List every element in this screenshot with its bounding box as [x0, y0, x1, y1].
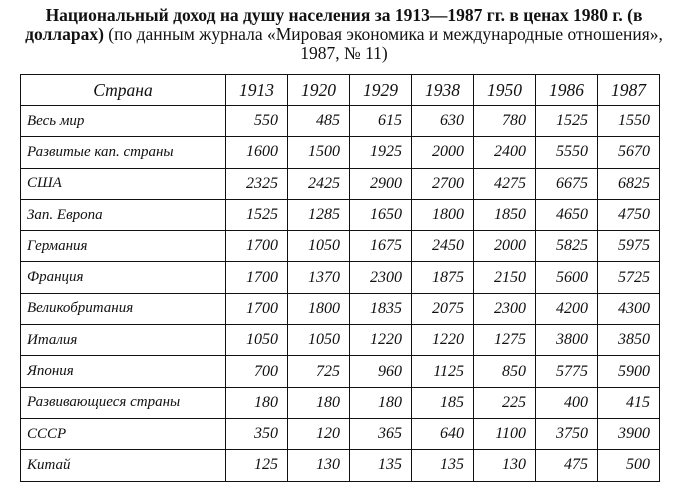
table-row	[21, 231, 660, 262]
value-cell: 725	[288, 356, 350, 387]
value-cell: 1525	[536, 106, 598, 137]
value-cell: 1600	[226, 137, 288, 168]
value-cell: 2700	[412, 168, 474, 199]
value-cell: 475	[536, 450, 598, 481]
value-cell: 3900	[598, 418, 660, 449]
value-cell: 1650	[350, 199, 412, 230]
country-cell: Германия	[21, 231, 226, 262]
value-cell: 130	[288, 450, 350, 481]
value-cell: 1700	[226, 293, 288, 324]
value-cell: 700	[226, 356, 288, 387]
value-cell: 3850	[598, 325, 660, 356]
value-cell: 2400	[474, 137, 536, 168]
value-cell: 6675	[536, 168, 598, 199]
value-cell: 3750	[536, 418, 598, 449]
value-cell: 630	[412, 106, 474, 137]
income-table	[20, 74, 660, 482]
value-cell: 485	[288, 106, 350, 137]
value-cell: 1700	[226, 231, 288, 262]
table-row	[21, 356, 660, 387]
header-year: 1929	[350, 75, 412, 106]
country-cell: Весь мир	[21, 106, 226, 137]
value-cell: 1835	[350, 293, 412, 324]
value-cell: 1800	[412, 199, 474, 230]
table-title	[14, 6, 674, 63]
value-cell: 1220	[412, 325, 474, 356]
value-cell: 1125	[412, 356, 474, 387]
value-cell: 415	[598, 387, 660, 418]
value-cell: 1050	[288, 325, 350, 356]
value-cell: 130	[474, 450, 536, 481]
value-cell: 1370	[288, 262, 350, 293]
country-cell: Развитые кап. страны	[21, 137, 226, 168]
value-cell: 2900	[350, 168, 412, 199]
value-cell: 2325	[226, 168, 288, 199]
value-cell: 615	[350, 106, 412, 137]
value-cell: 1285	[288, 199, 350, 230]
value-cell: 1800	[288, 293, 350, 324]
country-cell: Великобритания	[21, 293, 226, 324]
value-cell: 135	[412, 450, 474, 481]
value-cell: 5900	[598, 356, 660, 387]
header-year: 1950	[474, 75, 536, 106]
table-row	[21, 199, 660, 230]
title-source-part: (по данным журнала «Мировая экономика и международные отношения», 1987, № 11)	[108, 24, 663, 63]
country-cell: Зап. Европа	[21, 199, 226, 230]
value-cell: 2000	[412, 137, 474, 168]
table-row	[21, 450, 660, 481]
table-row	[21, 137, 660, 168]
value-cell: 185	[412, 387, 474, 418]
value-cell: 850	[474, 356, 536, 387]
value-cell: 2425	[288, 168, 350, 199]
value-cell: 5825	[536, 231, 598, 262]
value-cell: 1700	[226, 262, 288, 293]
table-body	[21, 106, 660, 482]
header-row	[21, 75, 660, 106]
value-cell: 5725	[598, 262, 660, 293]
value-cell: 6825	[598, 168, 660, 199]
value-cell: 1925	[350, 137, 412, 168]
country-cell: Китай	[21, 450, 226, 481]
value-cell: 2075	[412, 293, 474, 324]
header-country: Страна	[21, 75, 226, 106]
value-cell: 180	[288, 387, 350, 418]
value-cell: 225	[474, 387, 536, 418]
value-cell: 4200	[536, 293, 598, 324]
value-cell: 120	[288, 418, 350, 449]
value-cell: 365	[350, 418, 412, 449]
country-cell: Франция	[21, 262, 226, 293]
value-cell: 4275	[474, 168, 536, 199]
value-cell: 1220	[350, 325, 412, 356]
country-cell: Япония	[21, 356, 226, 387]
value-cell: 4300	[598, 293, 660, 324]
country-cell: СССР	[21, 418, 226, 449]
value-cell: 550	[226, 106, 288, 137]
value-cell: 180	[226, 387, 288, 418]
country-cell: Италия	[21, 325, 226, 356]
value-cell: 2450	[412, 231, 474, 262]
value-cell: 400	[536, 387, 598, 418]
value-cell: 4750	[598, 199, 660, 230]
value-cell: 350	[226, 418, 288, 449]
table-row	[21, 293, 660, 324]
header-year: 1913	[226, 75, 288, 106]
country-cell: США	[21, 168, 226, 199]
table-row	[21, 106, 660, 137]
table-row	[21, 325, 660, 356]
table-row	[21, 418, 660, 449]
value-cell: 2300	[350, 262, 412, 293]
value-cell: 780	[474, 106, 536, 137]
value-cell: 1675	[350, 231, 412, 262]
value-cell: 125	[226, 450, 288, 481]
header-year: 1938	[412, 75, 474, 106]
value-cell: 135	[350, 450, 412, 481]
value-cell: 1525	[226, 199, 288, 230]
table-row	[21, 387, 660, 418]
value-cell: 640	[412, 418, 474, 449]
value-cell: 960	[350, 356, 412, 387]
value-cell: 4650	[536, 199, 598, 230]
value-cell: 1050	[288, 231, 350, 262]
value-cell: 5600	[536, 262, 598, 293]
title-bold-part: Национальный доход на душу населения за 1913—1987 гг. в ценах 1980 г. (в долларах)	[25, 5, 643, 44]
value-cell: 1850	[474, 199, 536, 230]
value-cell: 1875	[412, 262, 474, 293]
value-cell: 2000	[474, 231, 536, 262]
value-cell: 5975	[598, 231, 660, 262]
value-cell: 5670	[598, 137, 660, 168]
value-cell: 2150	[474, 262, 536, 293]
value-cell: 1275	[474, 325, 536, 356]
value-cell: 180	[350, 387, 412, 418]
value-cell: 1500	[288, 137, 350, 168]
value-cell: 1550	[598, 106, 660, 137]
value-cell: 5550	[536, 137, 598, 168]
header-year: 1987	[598, 75, 660, 106]
table-row	[21, 262, 660, 293]
header-year: 1920	[288, 75, 350, 106]
value-cell: 5775	[536, 356, 598, 387]
header-year: 1986	[536, 75, 598, 106]
value-cell: 1050	[226, 325, 288, 356]
country-cell: Развивающиеся страны	[21, 387, 226, 418]
value-cell: 2300	[474, 293, 536, 324]
value-cell: 3800	[536, 325, 598, 356]
table-row	[21, 168, 660, 199]
value-cell: 1100	[474, 418, 536, 449]
value-cell: 500	[598, 450, 660, 481]
